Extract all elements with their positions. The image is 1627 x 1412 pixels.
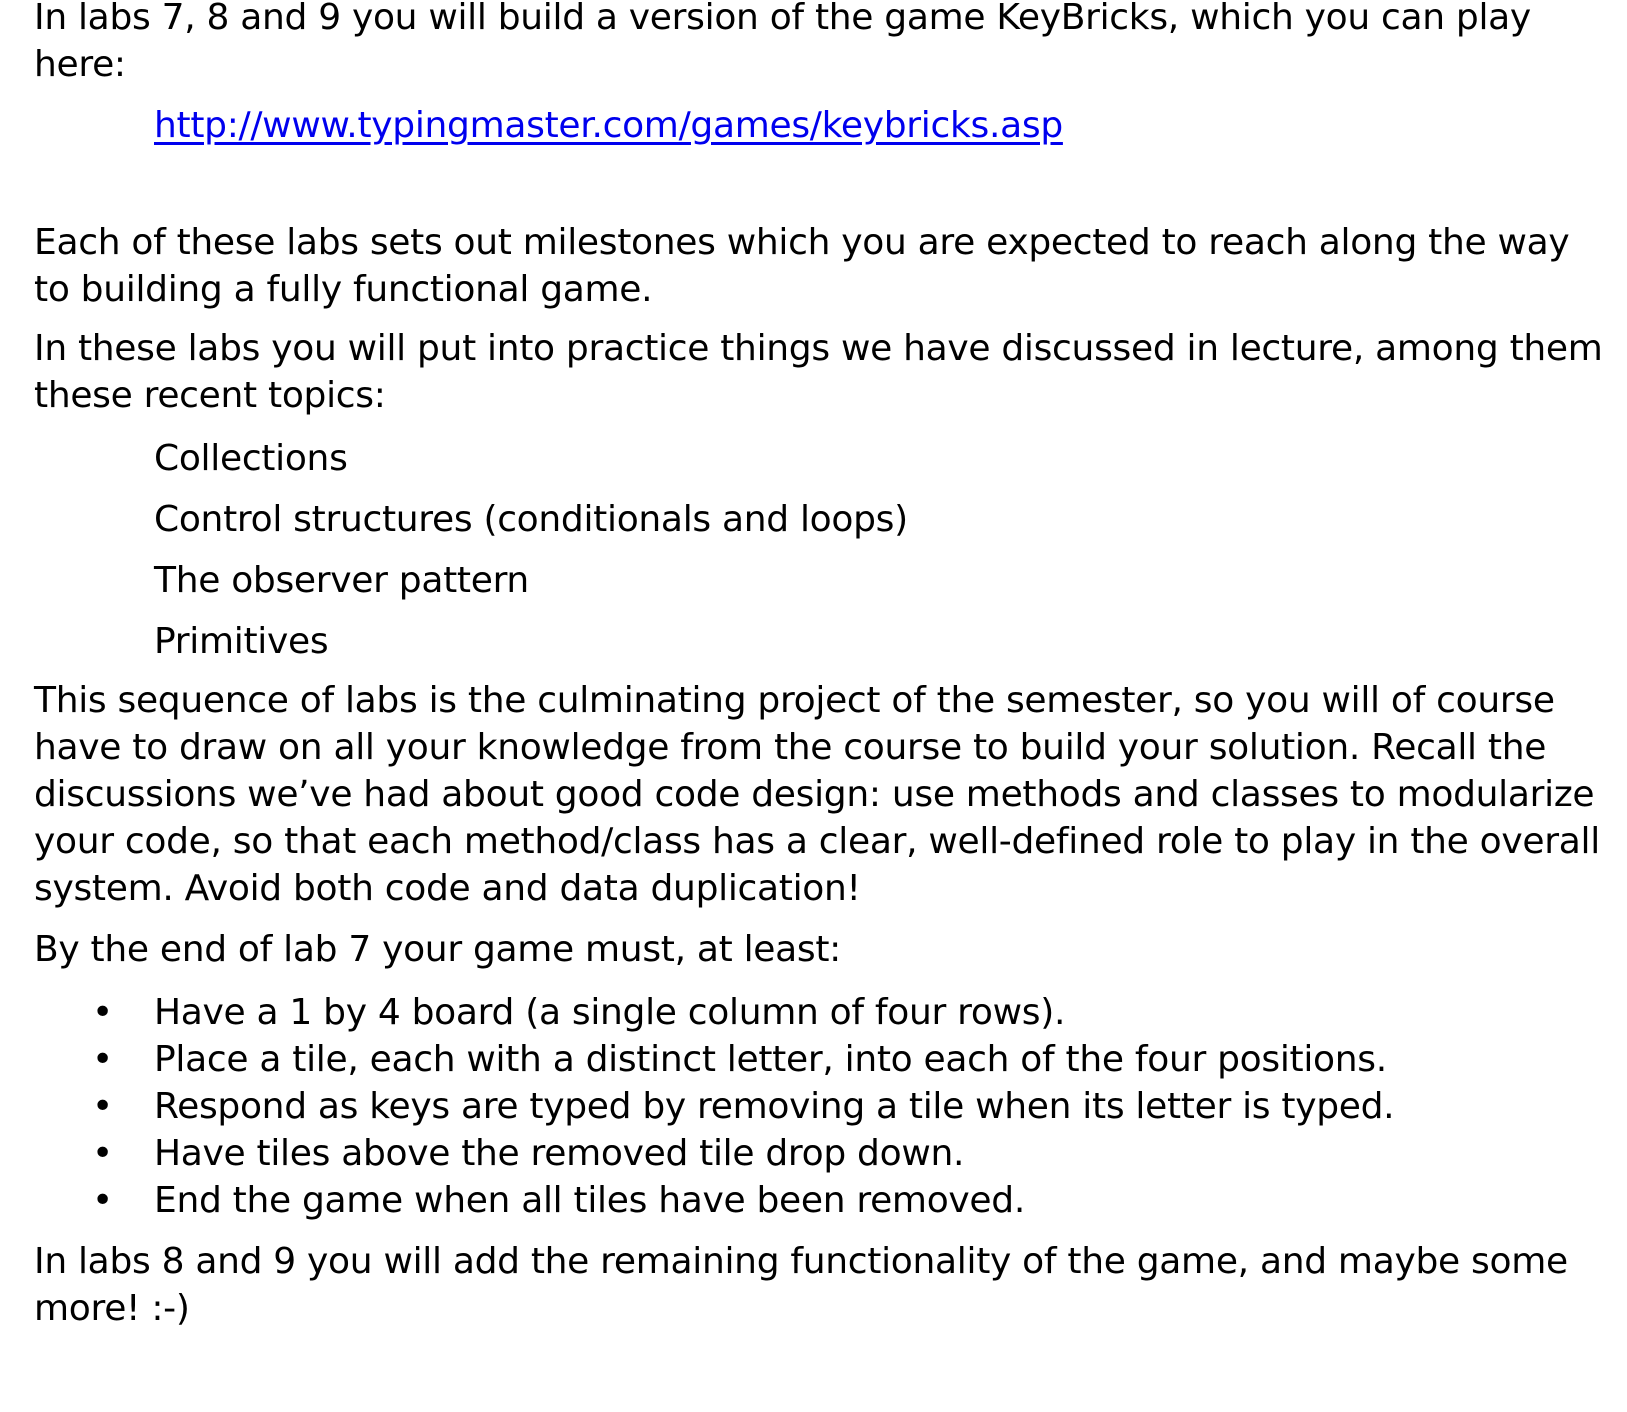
keybricks-link[interactable]: http://www.typingmaster.com/games/keybricks.asp xyxy=(154,105,1063,146)
list-item xyxy=(34,1130,1604,1177)
list-item xyxy=(34,1083,1604,1130)
requirement-text: Respond as keys are typed by removing a tile when its letter is typed. xyxy=(154,1086,1395,1127)
bullet-icon: • xyxy=(92,1086,113,1127)
closing-paragraph: In labs 8 and 9 you will add the remaining functionality of the game, and maybe some more! :-) xyxy=(34,1241,1568,1329)
culminating-paragraph: This sequence of labs is the culminating project of the semester, so you will of course have to draw on all your knowledge from the course to build your solution. Recall the discussions we’ve had about good code design: use methods and classes to modularize your code, so that each method/class has a clear, well-defined role to play in the overall system. Avoid both code and data duplication! xyxy=(34,680,1600,909)
list-item xyxy=(34,1177,1604,1224)
requirements-list xyxy=(34,989,1604,1224)
intro-paragraph: In labs 7, 8 and 9 you will build a version of the game KeyBricks, which you can play here: xyxy=(34,0,1531,85)
requirement-text: End the game when all tiles have been removed. xyxy=(154,1180,1025,1221)
bullet-icon: • xyxy=(92,1180,113,1221)
topic-item: The observer pattern xyxy=(154,560,529,601)
topics-intro-paragraph: In these labs you will put into practice things we have discussed in lecture, among them these recent topics: xyxy=(34,328,1603,416)
requirement-text: Have tiles above the removed tile drop down. xyxy=(154,1133,965,1174)
link-line xyxy=(34,102,1604,149)
requirement-text: Place a tile, each with a distinct letter, into each of the four positions. xyxy=(154,1039,1387,1080)
bullet-icon: • xyxy=(92,1039,113,1080)
list-item xyxy=(34,989,1604,1036)
topic-item: Primitives xyxy=(154,621,329,662)
document-page xyxy=(34,0,1604,1332)
lab7-intro-paragraph: By the end of lab 7 your game must, at least: xyxy=(34,929,842,970)
list-item xyxy=(34,1036,1604,1083)
requirement-text: Have a 1 by 4 board (a single column of four rows). xyxy=(154,992,1066,1033)
topic-item: Collections xyxy=(154,438,348,479)
bullet-icon: • xyxy=(92,992,113,1033)
bullet-icon: • xyxy=(92,1133,113,1174)
topic-item: Control structures (conditionals and loops) xyxy=(154,499,908,540)
milestones-paragraph: Each of these labs sets out milestones which you are expected to reach along the way to building a fully functional game. xyxy=(34,222,1570,310)
